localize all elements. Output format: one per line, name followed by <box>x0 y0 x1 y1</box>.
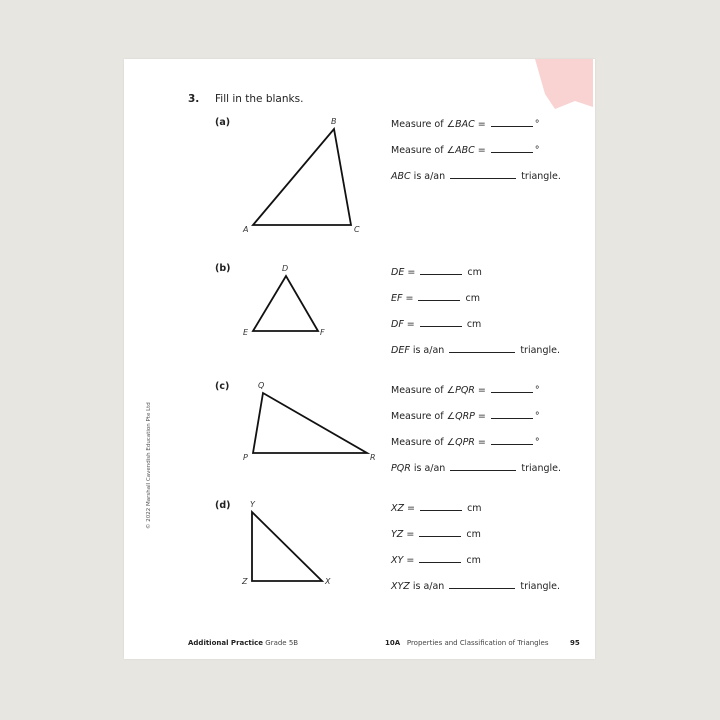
part-c-label: (c) <box>215 381 230 392</box>
part-d-line-3: XY = cm <box>391 552 481 566</box>
vertex-label-y: Y <box>250 500 255 509</box>
part-a-line-3: ABC is a/an triangle. <box>391 168 561 182</box>
copyright-notice: © 2022 Marshall Cavendish Education Pte Ltd <box>146 402 152 529</box>
vertex-label-p: P <box>243 453 248 462</box>
worksheet-page <box>124 59 595 659</box>
part-b-label: (b) <box>215 263 231 274</box>
question-title: Fill in the blanks. <box>215 93 304 105</box>
part-c-line-4: PQR is a/an triangle. <box>391 460 561 474</box>
answer-blank-type-xyz[interactable] <box>449 578 515 589</box>
part-b-line-3: DF = cm <box>391 316 481 330</box>
question-number: 3. <box>188 93 200 105</box>
answer-blank-angle-abc[interactable] <box>491 142 533 153</box>
vertex-label-f: F <box>320 328 325 337</box>
answer-blank-type-def[interactable] <box>449 342 515 353</box>
part-c-line-1: Measure of ∠PQR = ° <box>391 382 540 396</box>
part-b-line-4: DEF is a/an triangle. <box>391 342 560 356</box>
part-d-label: (d) <box>215 500 231 511</box>
answer-blank-angle-pqr[interactable] <box>491 382 533 393</box>
triangle-pqr <box>243 381 376 462</box>
answer-blank-type-abc[interactable] <box>450 168 516 179</box>
answer-blank-angle-bac[interactable] <box>491 116 533 127</box>
vertex-label-x: X <box>325 577 331 586</box>
triangle-xyz <box>241 500 331 586</box>
vertex-label-b: B <box>331 117 337 126</box>
vertex-label-z: Z <box>242 577 248 586</box>
answer-blank-ef[interactable] <box>418 290 460 301</box>
part-d-line-1: XZ = cm <box>391 500 482 514</box>
vertex-label-a: A <box>243 225 249 234</box>
answer-blank-type-pqr[interactable] <box>450 460 516 471</box>
part-a-line-2: Measure of ∠ABC = ° <box>391 142 540 156</box>
vertex-label-q: Q <box>258 381 265 390</box>
footer-page-number: 95 <box>570 639 580 647</box>
answer-blank-de[interactable] <box>420 264 462 275</box>
triangle-abc <box>242 117 360 234</box>
part-b-line-2: EF = cm <box>391 290 480 304</box>
answer-blank-xy[interactable] <box>419 552 461 563</box>
answer-blank-yz[interactable] <box>419 526 461 537</box>
vertex-label-c: C <box>354 225 360 234</box>
footer-book-title: Additional Practice Grade 5B <box>188 639 299 647</box>
answer-blank-df[interactable] <box>420 316 462 327</box>
part-d-line-4: XYZ is a/an triangle. <box>391 578 560 592</box>
part-c-line-2: Measure of ∠QRP = ° <box>391 408 540 422</box>
part-a-label: (a) <box>215 117 231 128</box>
vertex-label-d: D <box>282 264 289 273</box>
part-a-line-1: Measure of ∠BAC = ° <box>391 116 540 130</box>
footer-chapter: 10A Properties and Classification of Triangles <box>385 639 549 647</box>
vertex-label-e: E <box>243 328 249 337</box>
part-b-line-1: DE = cm <box>391 264 482 278</box>
vertex-label-r: R <box>370 453 376 462</box>
answer-blank-xz[interactable] <box>420 500 462 511</box>
part-c-line-3: Measure of ∠QPR = ° <box>391 434 540 448</box>
triangle-def <box>243 264 325 337</box>
part-d-line-2: YZ = cm <box>391 526 481 540</box>
answer-blank-angle-qrp[interactable] <box>491 408 533 419</box>
answer-blank-angle-qpr[interactable] <box>491 434 533 445</box>
